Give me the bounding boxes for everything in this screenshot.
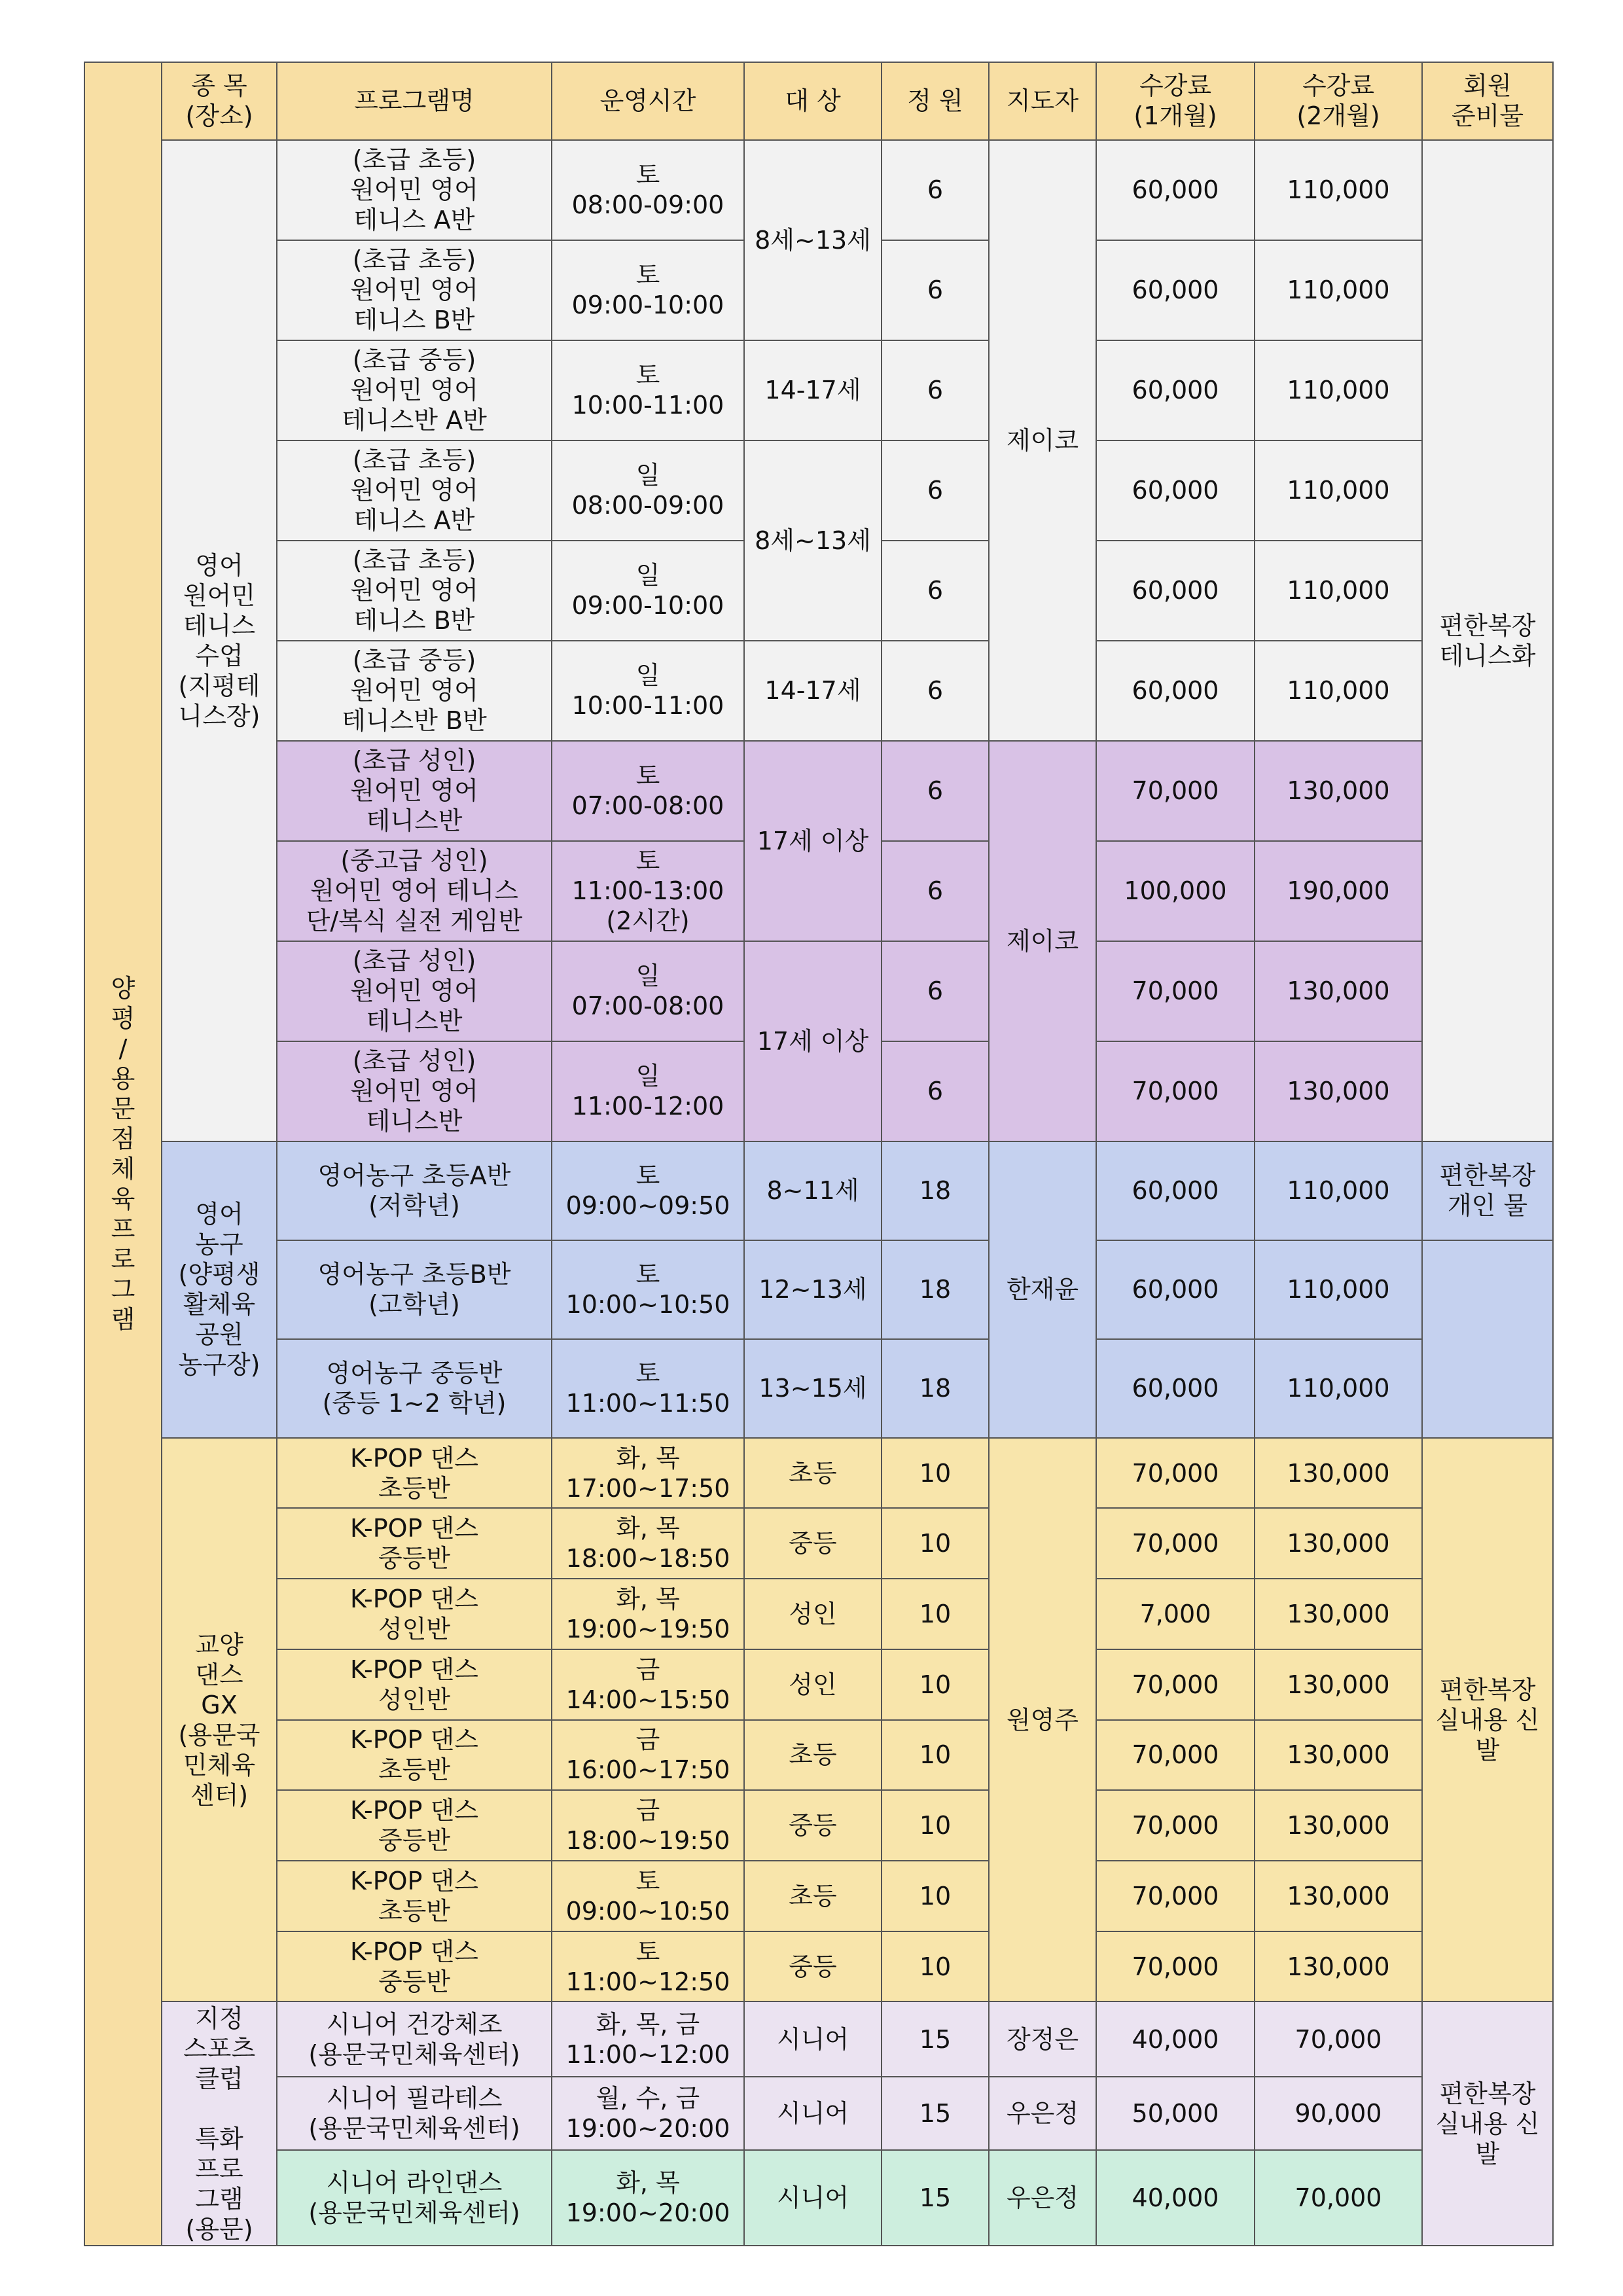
fee-1month: 70,000 [1096, 1649, 1255, 1720]
target: 중등 [744, 1790, 882, 1861]
fee-2month: 130,000 [1255, 1931, 1422, 2002]
target: 8세~13세 [744, 140, 882, 340]
header-program: 프로그램명 [277, 62, 552, 140]
capacity: 6 [882, 1041, 989, 1141]
fee-1month: 40,000 [1096, 2001, 1255, 2076]
target: 시니어 [744, 2001, 882, 2076]
capacity: 15 [882, 2150, 989, 2246]
run-time: 일 08:00-09:00 [552, 440, 744, 541]
fee-2month: 70,000 [1255, 2150, 1422, 2246]
run-time: 토 09:00-10:00 [552, 240, 744, 340]
program-name: (초급 초등) 원어민 영어 테니스 A반 [277, 140, 552, 240]
header-row [84, 62, 1553, 140]
table-row [84, 1579, 1553, 1649]
target: 초등 [744, 1720, 882, 1791]
target: 14-17세 [744, 641, 882, 741]
header-fee-2month: 수강료 (2개월) [1255, 62, 1422, 140]
fee-1month: 70,000 [1096, 741, 1255, 841]
capacity: 6 [882, 641, 989, 741]
fee-1month: 70,000 [1096, 1931, 1255, 2002]
fee-2month: 110,000 [1255, 1339, 1422, 1438]
program-name: (초급 초등) 원어민 영어 테니스 B반 [277, 240, 552, 340]
program-name: 시니어 필라테스 (용문국민체육센터) [277, 2077, 552, 2150]
table-row [84, 440, 1553, 541]
table-row [84, 1720, 1553, 1791]
instructor: 장정은 [989, 2001, 1096, 2076]
fee-2month: 110,000 [1255, 340, 1422, 440]
program-name: 영어농구 초등B반 (고학년) [277, 1240, 552, 1339]
target: 초등 [744, 1438, 882, 1509]
fee-2month: 130,000 [1255, 1790, 1422, 1861]
run-time: 화, 목 19:00~19:50 [552, 1579, 744, 1649]
fee-2month: 130,000 [1255, 1508, 1422, 1579]
capacity: 6 [882, 240, 989, 340]
capacity: 10 [882, 1790, 989, 1861]
fee-1month: 50,000 [1096, 2077, 1255, 2150]
capacity: 10 [882, 1438, 989, 1509]
instructor: 우은정 [989, 2150, 1096, 2246]
instructor: 제이코 [989, 140, 1096, 741]
run-time: 금 16:00~17:50 [552, 1720, 744, 1791]
target: 중등 [744, 1508, 882, 1579]
fee-1month: 60,000 [1096, 541, 1255, 641]
run-time: 화, 목 18:00~18:50 [552, 1508, 744, 1579]
fee-2month: 110,000 [1255, 1141, 1422, 1240]
table-row [84, 2077, 1553, 2150]
run-time: 일 11:00-12:00 [552, 1041, 744, 1141]
fee-2month: 130,000 [1255, 1438, 1422, 1509]
prep-items: 편한복장 실내용 신발 [1422, 1438, 1553, 2002]
program-schedule-table [84, 62, 1554, 2246]
target: 중등 [744, 1931, 882, 2002]
run-time: 토 08:00-09:00 [552, 140, 744, 240]
table-row [84, 741, 1553, 841]
header-prep: 회원 준비물 [1422, 62, 1553, 140]
program-name: K-POP 댄스 중등반 [277, 1508, 552, 1579]
fee-1month: 70,000 [1096, 1720, 1255, 1791]
fee-2month: 130,000 [1255, 1720, 1422, 1791]
target: 17세 이상 [744, 741, 882, 941]
target: 시니어 [744, 2150, 882, 2246]
fee-2month: 130,000 [1255, 1579, 1422, 1649]
fee-1month: 40,000 [1096, 2150, 1255, 2246]
header-target: 대 상 [744, 62, 882, 140]
table-row [84, 641, 1553, 741]
run-time: 토 11:00-13:00 (2시간) [552, 841, 744, 941]
program-name: (초급 중등) 원어민 영어 테니스반 B반 [277, 641, 552, 741]
program-name: (초급 성인) 원어민 영어 테니스반 [277, 1041, 552, 1141]
run-time: 금 14:00~15:50 [552, 1649, 744, 1720]
table-row [84, 1861, 1553, 1931]
capacity: 10 [882, 1508, 989, 1579]
fee-2month: 130,000 [1255, 741, 1422, 841]
fee-1month: 70,000 [1096, 1790, 1255, 1861]
capacity: 6 [882, 340, 989, 440]
fee-1month: 60,000 [1096, 641, 1255, 741]
fee-1month: 70,000 [1096, 1438, 1255, 1509]
capacity: 10 [882, 1579, 989, 1649]
fee-1month: 60,000 [1096, 1141, 1255, 1240]
program-name: K-POP 댄스 초등반 [277, 1861, 552, 1931]
target: 성인 [744, 1649, 882, 1720]
fee-1month: 70,000 [1096, 1041, 1255, 1141]
fee-1month: 60,000 [1096, 1339, 1255, 1438]
group-basketball: 영어 농구 (양평생 활체육 공원 농구장) [162, 1141, 277, 1438]
capacity: 18 [882, 1141, 989, 1240]
target: 8세~13세 [744, 440, 882, 641]
run-time: 일 07:00-08:00 [552, 941, 744, 1041]
program-name: K-POP 댄스 초등반 [277, 1438, 552, 1509]
table-row [84, 1438, 1553, 1509]
table-row [84, 1339, 1553, 1438]
run-time: 토 10:00-11:00 [552, 340, 744, 440]
target: 12~13세 [744, 1240, 882, 1339]
run-time: 토 11:00~12:50 [552, 1931, 744, 2002]
program-name: (초급 성인) 원어민 영어 테니스반 [277, 941, 552, 1041]
program-name: K-POP 댄스 성인반 [277, 1649, 552, 1720]
capacity: 10 [882, 1720, 989, 1791]
capacity: 15 [882, 2077, 989, 2150]
table-row [84, 1790, 1553, 1861]
fee-1month: 70,000 [1096, 1861, 1255, 1931]
run-time: 일 10:00-11:00 [552, 641, 744, 741]
fee-1month: 60,000 [1096, 140, 1255, 240]
target: 8~11세 [744, 1141, 882, 1240]
group-dance: 교양 댄스 GX (용문국 민체육 센터) [162, 1438, 277, 2002]
run-time: 토 07:00-08:00 [552, 741, 744, 841]
fee-2month: 130,000 [1255, 941, 1422, 1041]
target: 초등 [744, 1861, 882, 1931]
fee-2month: 190,000 [1255, 841, 1422, 941]
fee-1month: 7,000 [1096, 1579, 1255, 1649]
fee-1month: 60,000 [1096, 1240, 1255, 1339]
program-name: (중고급 성인) 원어민 영어 테니스 단/복식 실전 게임반 [277, 841, 552, 941]
table-row [84, 2001, 1553, 2076]
header-time: 운영시간 [552, 62, 744, 140]
table-row [84, 1141, 1553, 1240]
run-time: 화, 목, 금 11:00~12:00 [552, 2001, 744, 2076]
capacity: 10 [882, 1861, 989, 1931]
group-senior: 지정 스포츠 클럽 특화 프로 그램 (용문) [162, 2001, 277, 2246]
header-capacity: 정 원 [882, 62, 989, 140]
table-row [84, 140, 1553, 240]
table-row [84, 340, 1553, 440]
program-name: (초급 중등) 원어민 영어 테니스반 A반 [277, 340, 552, 440]
target: 17세 이상 [744, 941, 882, 1141]
capacity: 6 [882, 140, 989, 240]
fee-2month: 110,000 [1255, 440, 1422, 541]
fee-1month: 70,000 [1096, 941, 1255, 1041]
capacity: 6 [882, 541, 989, 641]
capacity: 6 [882, 741, 989, 841]
capacity: 18 [882, 1240, 989, 1339]
capacity: 6 [882, 941, 989, 1041]
program-name: 영어농구 초등A반 (저학년) [277, 1141, 552, 1240]
header-category: 종 목 (장소) [162, 62, 277, 140]
program-name: K-POP 댄스 초등반 [277, 1720, 552, 1791]
group-tennis: 영어 원어민 테니스 수업 (지평테 니스장) [162, 140, 277, 1141]
table-row [84, 941, 1553, 1041]
capacity: 6 [882, 440, 989, 541]
fee-1month: 70,000 [1096, 1508, 1255, 1579]
prep-items: 편한복장 테니스화 [1422, 140, 1553, 1141]
target: 14-17세 [744, 340, 882, 440]
table-row [84, 1649, 1553, 1720]
program-name: K-POP 댄스 성인반 [277, 1579, 552, 1649]
prep-items-empty [1422, 1240, 1553, 1438]
capacity: 10 [882, 1649, 989, 1720]
prep-items: 편한복장 개인 물 [1422, 1141, 1553, 1240]
header-fee-1month: 수강료 (1개월) [1096, 62, 1255, 140]
fee-2month: 130,000 [1255, 1649, 1422, 1720]
fee-2month: 110,000 [1255, 641, 1422, 741]
run-time: 화, 목 19:00~20:00 [552, 2150, 744, 2246]
run-time: 월, 수, 금 19:00~20:00 [552, 2077, 744, 2150]
capacity: 18 [882, 1339, 989, 1438]
run-time: 금 18:00~19:50 [552, 1790, 744, 1861]
fee-1month: 100,000 [1096, 841, 1255, 941]
program-name: (초급 초등) 원어민 영어 테니스 B반 [277, 541, 552, 641]
run-time: 화, 목 17:00~17:50 [552, 1438, 744, 1509]
fee-2month: 130,000 [1255, 1041, 1422, 1141]
program-name: 시니어 건강체조 (용문국민체육센터) [277, 2001, 552, 2076]
instructor: 한재윤 [989, 1141, 1096, 1438]
run-time: 토 11:00~11:50 [552, 1339, 744, 1438]
run-time: 토 10:00~10:50 [552, 1240, 744, 1339]
instructor: 우은정 [989, 2077, 1096, 2150]
instructor: 원영주 [989, 1438, 1096, 2002]
prep-items: 편한복장 실내용 신발 [1422, 2001, 1553, 2246]
capacity: 15 [882, 2001, 989, 2076]
fee-2month: 90,000 [1255, 2077, 1422, 2150]
fee-2month: 110,000 [1255, 541, 1422, 641]
fee-2month: 110,000 [1255, 240, 1422, 340]
fee-1month: 60,000 [1096, 340, 1255, 440]
table-row [84, 1240, 1553, 1339]
fee-1month: 60,000 [1096, 440, 1255, 541]
fee-2month: 130,000 [1255, 1861, 1422, 1931]
table-row [84, 1508, 1553, 1579]
program-name: 시니어 라인댄스 (용문국민체육센터) [277, 2150, 552, 2246]
program-name: (초급 성인) 원어민 영어 테니스반 [277, 741, 552, 841]
table-row [84, 2150, 1553, 2246]
capacity: 6 [882, 841, 989, 941]
program-name: K-POP 댄스 중등반 [277, 1931, 552, 2002]
side-title: 양 평 / 용 문 점 체 육 프 로 그 램 [84, 62, 162, 2246]
capacity: 10 [882, 1931, 989, 2002]
table-row [84, 1931, 1553, 2002]
program-name: (초급 초등) 원어민 영어 테니스 A반 [277, 440, 552, 541]
fee-2month: 110,000 [1255, 140, 1422, 240]
program-name: 영어농구 중등반 (중등 1~2 학년) [277, 1339, 552, 1438]
run-time: 토 09:00~09:50 [552, 1141, 744, 1240]
fee-2month: 70,000 [1255, 2001, 1422, 2076]
target: 성인 [744, 1579, 882, 1649]
run-time: 일 09:00-10:00 [552, 541, 744, 641]
instructor: 제이코 [989, 741, 1096, 1141]
target: 시니어 [744, 2077, 882, 2150]
fee-1month: 60,000 [1096, 240, 1255, 340]
fee-2month: 110,000 [1255, 1240, 1422, 1339]
header-instructor: 지도자 [989, 62, 1096, 140]
run-time: 토 09:00~10:50 [552, 1861, 744, 1931]
target: 13~15세 [744, 1339, 882, 1438]
program-name: K-POP 댄스 중등반 [277, 1790, 552, 1861]
